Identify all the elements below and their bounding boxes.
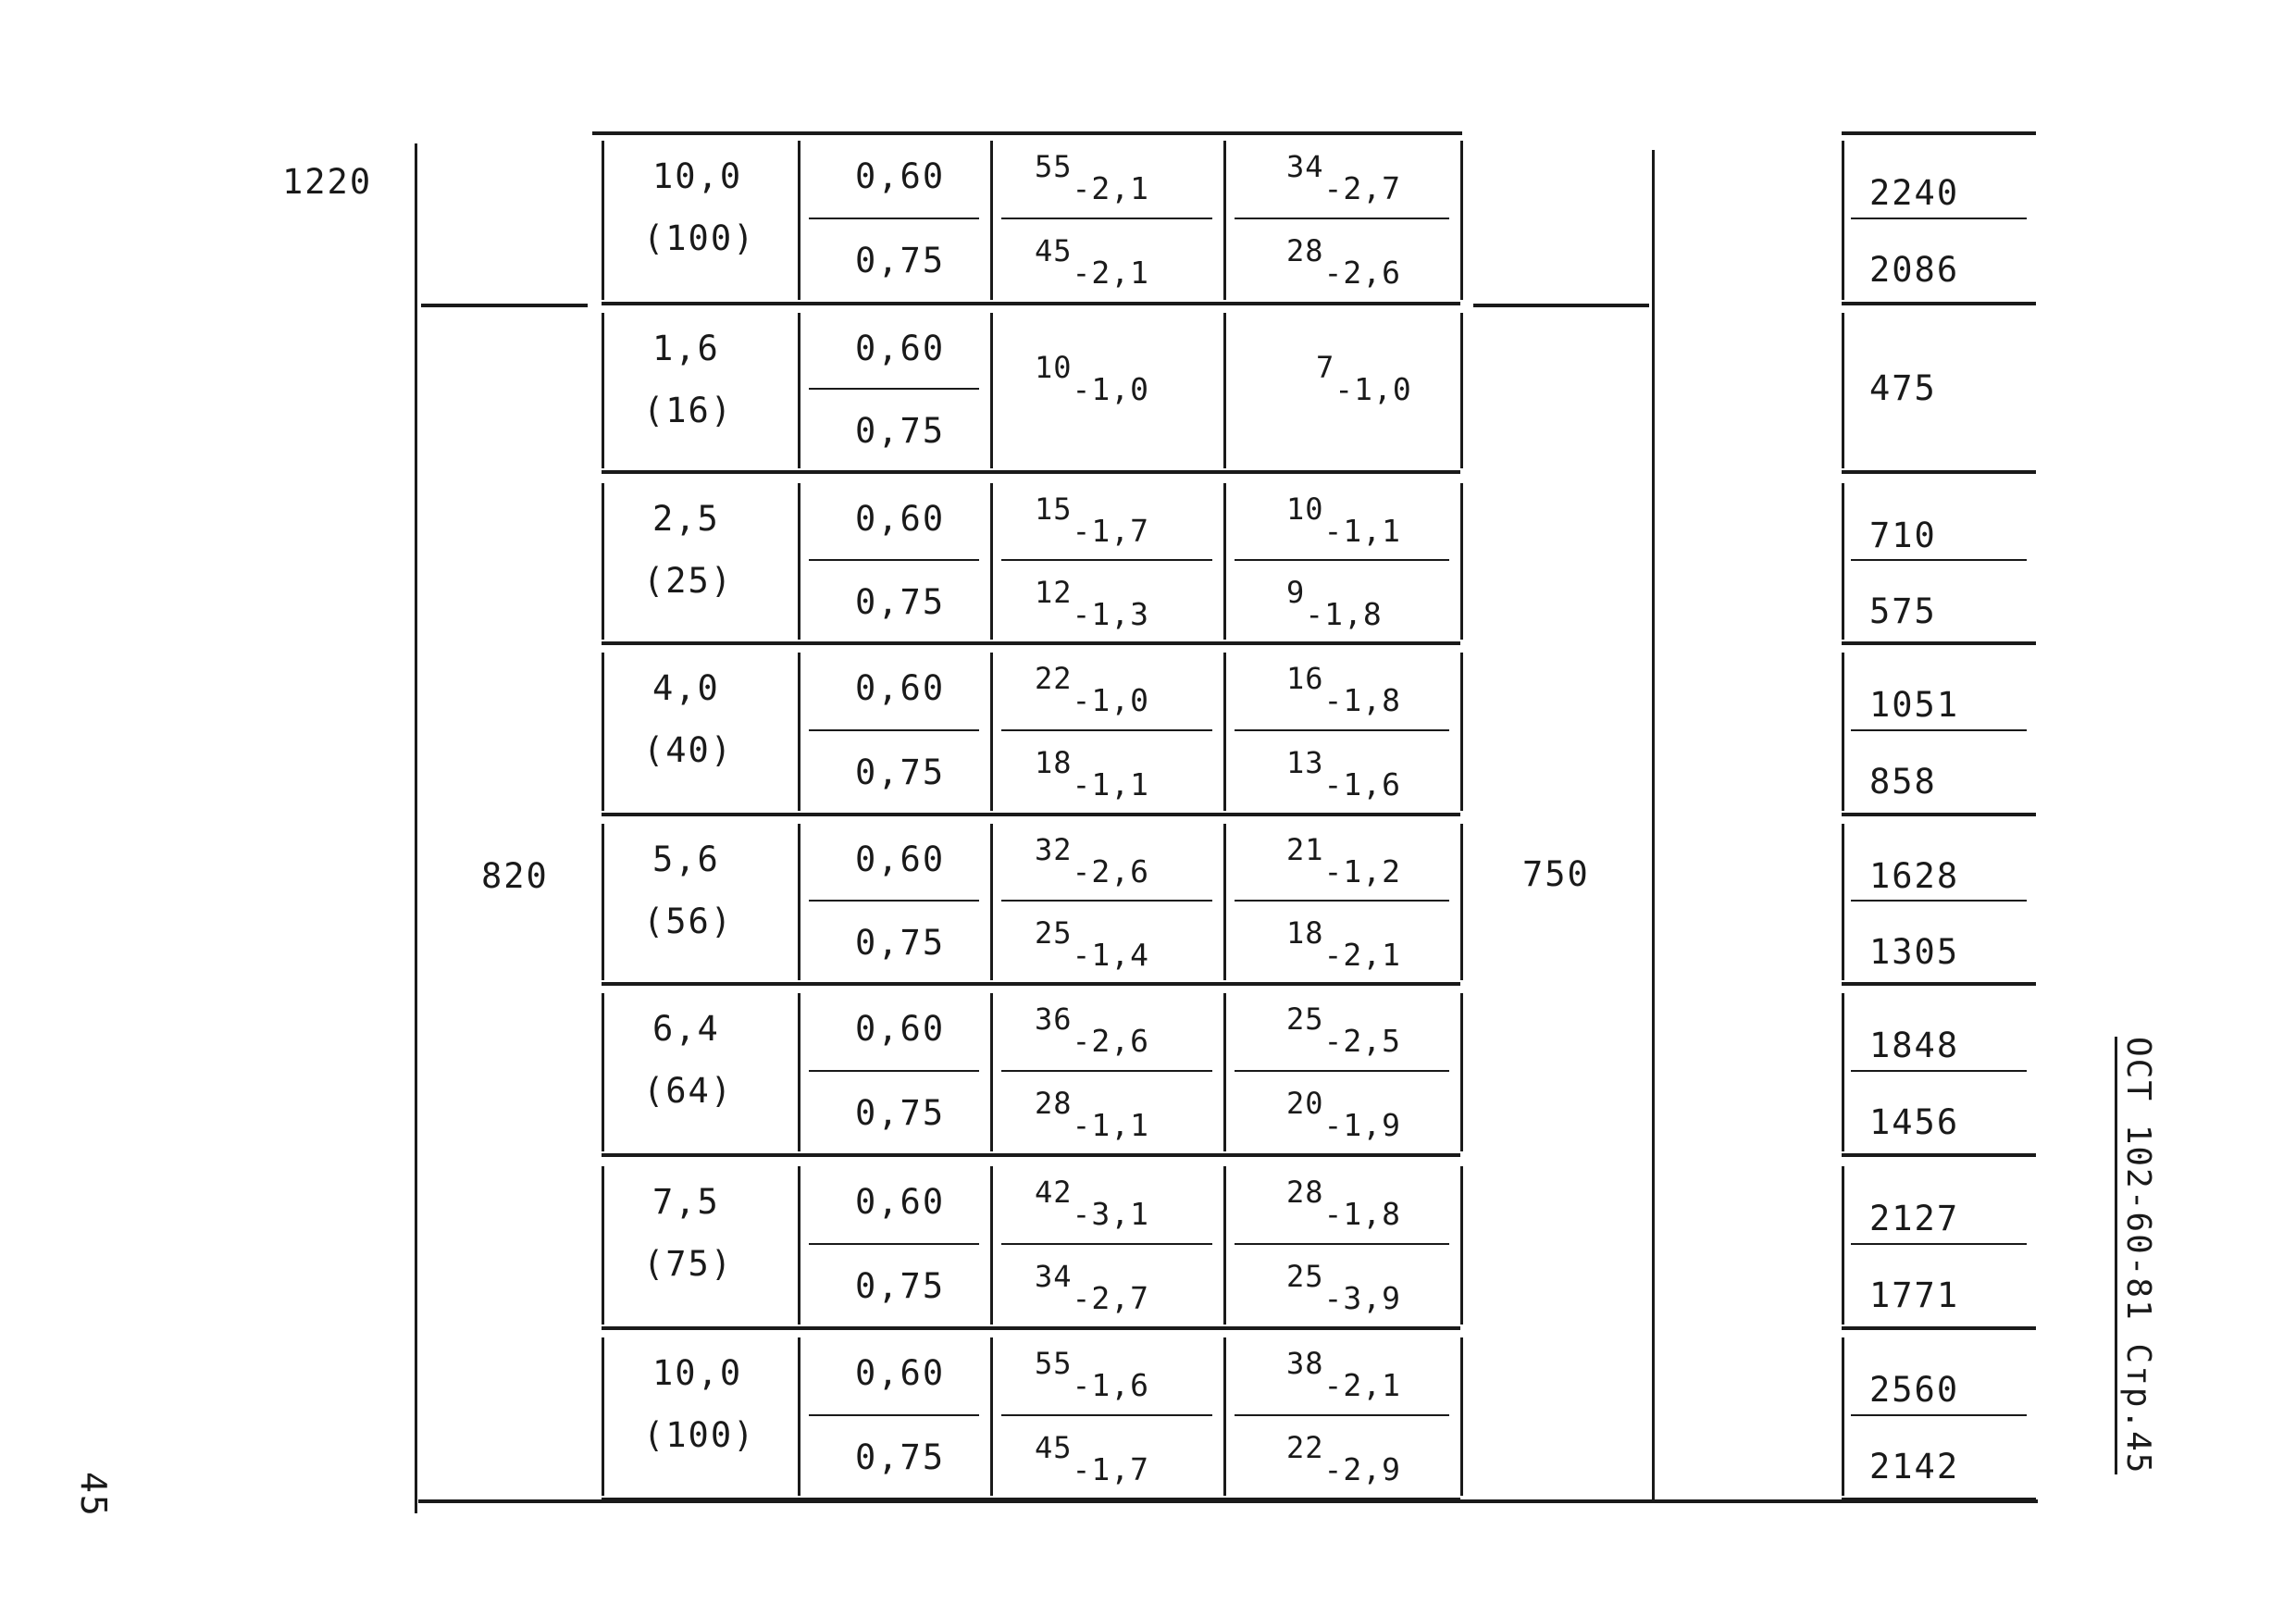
- result-split-line: [1851, 559, 2027, 561]
- result-bottom-value: 1305: [1869, 932, 1960, 972]
- unit-split-line: [809, 218, 979, 219]
- table-top-border: [592, 131, 1462, 135]
- right-column-border: [1842, 824, 1844, 980]
- unit-split-line: [809, 729, 979, 731]
- col1-bottom-value-base: 45: [1035, 233, 1073, 268]
- page-number: 45: [73, 1472, 114, 1518]
- cell-vertical-border: [1223, 1337, 1226, 1496]
- row-bottom-border: [602, 641, 1460, 645]
- col2-bottom-value-base: 20: [1286, 1086, 1324, 1121]
- cell-vertical-border: [602, 313, 604, 468]
- cell-vertical-border: [602, 141, 604, 300]
- right-row-bottom-border: [1842, 1498, 2036, 1501]
- result-bottom-value: 2142: [1869, 1447, 1960, 1486]
- group-separator-right: [1473, 304, 1649, 307]
- result-split-line: [1851, 1243, 2027, 1245]
- col2-top-value: [1286, 832, 1402, 889]
- row-bottom-border: [602, 813, 1460, 816]
- unit-bottom-value: 0,75: [855, 411, 946, 451]
- param-paren-value: (40): [643, 730, 734, 770]
- col2-top-value: [1286, 149, 1402, 206]
- cell-vertical-border: [1460, 993, 1463, 1151]
- cell-vertical-border: [1223, 141, 1226, 300]
- right-row-bottom-border: [1842, 302, 2036, 305]
- unit-bottom-value: 0,75: [855, 1437, 946, 1477]
- right-column-border: [1842, 993, 1844, 1151]
- unit-top-value: 0,60: [855, 840, 946, 879]
- col1-top-value-base: 32: [1035, 832, 1073, 867]
- cell-vertical-border: [1460, 483, 1463, 640]
- col1-top-value-base: 42: [1035, 1175, 1073, 1210]
- result-top-value: 2560: [1869, 1370, 1960, 1410]
- col2-top-value-deviation: -1,8: [1323, 682, 1402, 718]
- row-bottom-border: [602, 982, 1460, 986]
- col1-top-value-deviation: -2,6: [1072, 853, 1150, 889]
- col1-split-line: [1001, 1414, 1212, 1416]
- col1-bottom-value-deviation: -1,7: [1072, 1451, 1150, 1487]
- col1-split-line: [1001, 729, 1212, 731]
- result-split-line: [1851, 1414, 2027, 1416]
- col1-bottom-value: [1035, 575, 1150, 632]
- col2-top-value-deviation: -2,1: [1323, 1367, 1402, 1403]
- col1-top-value-base: 15: [1035, 491, 1073, 527]
- col2-bottom-value-base: 22: [1286, 1430, 1324, 1465]
- result-split-line: [1851, 729, 2027, 731]
- cell-vertical-border: [602, 1337, 604, 1496]
- result-top-value: 1848: [1869, 1026, 1960, 1065]
- param-value: 10,0: [652, 1353, 743, 1393]
- col1-bottom-value-base: 25: [1035, 915, 1073, 951]
- unit-bottom-value: 0,75: [855, 582, 946, 622]
- result-split-line: [1851, 218, 2027, 219]
- cell-vertical-border: [990, 1337, 993, 1496]
- col2-top-value-base: 28: [1286, 1175, 1324, 1210]
- param-value: 4,0: [652, 668, 720, 708]
- col1-split-line: [1001, 1070, 1212, 1072]
- mid-value: 750: [1522, 854, 1590, 894]
- col1-bottom-value: [1035, 1259, 1150, 1316]
- cell-vertical-border: [1460, 313, 1463, 468]
- col2-bottom-value-deviation: -1,6: [1323, 766, 1402, 802]
- result-bottom-value: 858: [1869, 762, 1937, 802]
- param-value: 7,5: [652, 1182, 720, 1222]
- result-value: 475: [1869, 368, 1937, 408]
- col1-bottom-value: [1035, 1086, 1150, 1143]
- param-paren-value: (75): [643, 1244, 734, 1284]
- col1-value-deviation: -1,0: [1072, 371, 1150, 407]
- cell-vertical-border: [990, 653, 993, 811]
- cell-vertical-border: [602, 993, 604, 1151]
- right-column-border: [1842, 1166, 1844, 1325]
- result-bottom-value: 1771: [1869, 1275, 1960, 1315]
- col1-top-value: [1035, 832, 1150, 889]
- col2-top-value: [1286, 1001, 1402, 1059]
- param-value: 1,6: [652, 329, 720, 368]
- col2-top-value-base: 34: [1286, 149, 1324, 184]
- cell-vertical-border: [990, 141, 993, 300]
- right-column-border: [1842, 653, 1844, 811]
- col1-top-value-deviation: -1,0: [1072, 682, 1150, 718]
- right-row-bottom-border: [1842, 813, 2036, 816]
- col1-top-value-base: 36: [1035, 1001, 1073, 1037]
- col2-bottom-value-base: 28: [1286, 233, 1324, 268]
- col2-split-line: [1235, 559, 1449, 561]
- col2-bottom-value: [1286, 575, 1383, 632]
- param-value: 10,0: [652, 156, 743, 196]
- col2-top-value-deviation: -1,2: [1323, 853, 1402, 889]
- unit-split-line: [809, 900, 979, 902]
- col2-top-value-deviation: -2,7: [1323, 170, 1402, 206]
- row-bottom-border: [602, 1498, 1460, 1501]
- col1-bottom-value: [1035, 233, 1150, 291]
- col2-top-value-base: 10: [1286, 491, 1324, 527]
- unit-split-line: [809, 1243, 979, 1245]
- col1-top-value-deviation: -1,7: [1072, 513, 1150, 549]
- col2-top-value-base: 16: [1286, 661, 1324, 696]
- col2-top-value-deviation: -1,8: [1323, 1196, 1402, 1232]
- row-bottom-border: [602, 302, 1460, 305]
- col1-top-value: [1035, 661, 1150, 718]
- unit-bottom-value: 0,75: [855, 753, 946, 792]
- col2-bottom-value-deviation: -1,8: [1305, 596, 1383, 632]
- col2-bottom-value-deviation: -3,9: [1323, 1280, 1402, 1316]
- col2-bottom-value: [1286, 915, 1402, 973]
- right-column-top-border: [1842, 131, 2036, 135]
- col2-split-line: [1235, 1243, 1449, 1245]
- unit-bottom-value: 0,75: [855, 923, 946, 963]
- col1-top-value: [1035, 1346, 1150, 1403]
- mid-right-border: [1652, 150, 1655, 1501]
- cell-vertical-border: [990, 1166, 993, 1325]
- cell-vertical-border: [798, 824, 800, 980]
- right-row-bottom-border: [1842, 470, 2036, 474]
- col2-bottom-value-base: 18: [1286, 915, 1324, 951]
- col1-bottom-value-deviation: -1,1: [1072, 766, 1150, 802]
- cell-vertical-border: [602, 1166, 604, 1325]
- unit-top-value: 0,60: [855, 668, 946, 708]
- unit-split-line: [809, 559, 979, 561]
- param-value: 6,4: [652, 1009, 720, 1049]
- cell-vertical-border: [1223, 824, 1226, 980]
- result-split-line: [1851, 900, 2027, 902]
- col2-top-value-base: 25: [1286, 1001, 1324, 1037]
- col2-bottom-value-deviation: -2,1: [1323, 937, 1402, 973]
- result-bottom-value: 1456: [1869, 1102, 1960, 1142]
- col1-top-value: [1035, 149, 1150, 206]
- col2-top-value: [1286, 661, 1402, 718]
- col2-value-deviation: -1,0: [1334, 371, 1412, 407]
- param-paren-value: (100): [643, 218, 756, 258]
- cell-vertical-border: [990, 313, 993, 468]
- cell-vertical-border: [990, 483, 993, 640]
- col1-value: [1035, 350, 1150, 407]
- row-bottom-border: [602, 1153, 1460, 1157]
- col1-bottom-value: [1035, 915, 1150, 973]
- col1-top-value-deviation: -2,1: [1072, 170, 1150, 206]
- cell-vertical-border: [602, 483, 604, 640]
- col2-top-value-deviation: -1,1: [1323, 513, 1402, 549]
- col1-top-value-deviation: -3,1: [1072, 1196, 1150, 1232]
- cell-vertical-border: [798, 141, 800, 300]
- col1-bottom-value-base: 45: [1035, 1430, 1073, 1465]
- col2-top-value-base: 38: [1286, 1346, 1324, 1381]
- col2-bottom-value-base: 9: [1286, 575, 1306, 610]
- col1-split-line: [1001, 218, 1212, 219]
- col2-value-base: 7: [1316, 350, 1335, 385]
- unit-top-value: 0,60: [855, 1353, 946, 1393]
- right-row-bottom-border: [1842, 641, 2036, 645]
- param-paren-value: (25): [643, 561, 734, 601]
- group-separator-left: [421, 304, 588, 307]
- col1-bottom-value-deviation: -1,1: [1072, 1107, 1150, 1143]
- col1-bottom-value: [1035, 1430, 1150, 1487]
- result-top-value: 2127: [1869, 1199, 1960, 1238]
- row-bottom-border: [602, 470, 1460, 474]
- col2-bottom-value: [1286, 1430, 1402, 1487]
- document-code: ОСТ 102-60-81 Стр.45: [2115, 1037, 2154, 1474]
- col2-top-value-base: 21: [1286, 832, 1324, 867]
- col2-bottom-value: [1286, 233, 1402, 291]
- cell-vertical-border: [1460, 141, 1463, 300]
- col1-top-value-deviation: -1,6: [1072, 1367, 1150, 1403]
- group-value: 820: [481, 856, 549, 896]
- cell-vertical-border: [798, 483, 800, 640]
- result-top-value: 2240: [1869, 173, 1960, 213]
- param-value: 2,5: [652, 499, 720, 539]
- col2-bottom-value-deviation: -1,9: [1323, 1107, 1402, 1143]
- cell-vertical-border: [798, 1337, 800, 1496]
- unit-bottom-value: 0,75: [855, 241, 946, 280]
- cell-vertical-border: [1460, 653, 1463, 811]
- result-top-value: 1051: [1869, 685, 1960, 725]
- right-column-border: [1842, 483, 1844, 640]
- param-value: 5,6: [652, 840, 720, 879]
- unit-top-value: 0,60: [855, 1009, 946, 1049]
- unit-bottom-value: 0,75: [855, 1266, 946, 1306]
- unit-split-line: [809, 1414, 979, 1416]
- col1-bottom-value-base: 12: [1035, 575, 1073, 610]
- col1-top-value: [1035, 1001, 1150, 1059]
- col1-top-value: [1035, 1175, 1150, 1232]
- right-column-border: [1842, 1337, 1844, 1496]
- col2-bottom-value-deviation: -2,9: [1323, 1451, 1402, 1487]
- unit-split-line: [809, 388, 979, 390]
- col1-value-base: 10: [1035, 350, 1073, 385]
- col1-bottom-value-deviation: -2,1: [1072, 255, 1150, 291]
- col1-bottom-value-deviation: -2,7: [1072, 1280, 1150, 1316]
- right-column-border: [1842, 141, 1844, 300]
- result-split-line: [1851, 1070, 2027, 1072]
- right-row-bottom-border: [1842, 982, 2036, 986]
- col2-bottom-value: [1286, 1086, 1402, 1143]
- unit-top-value: 0,60: [855, 499, 946, 539]
- param-paren-value: (64): [643, 1071, 734, 1111]
- col2-top-value: [1286, 491, 1402, 549]
- col2-value: [1316, 350, 1412, 407]
- left-value: 1220: [282, 162, 373, 202]
- col1-bottom-value-base: 18: [1035, 745, 1073, 780]
- unit-split-line: [809, 1070, 979, 1072]
- unit-top-value: 0,60: [855, 156, 946, 196]
- param-paren-value: (56): [643, 902, 734, 941]
- unit-top-value: 0,60: [855, 329, 946, 368]
- cell-vertical-border: [990, 824, 993, 980]
- col1-top-value-deviation: -2,6: [1072, 1023, 1150, 1059]
- param-paren-value: (16): [643, 391, 734, 430]
- right-row-bottom-border: [1842, 1326, 2036, 1330]
- cell-vertical-border: [1460, 1166, 1463, 1325]
- col1-split-line: [1001, 1243, 1212, 1245]
- result-top-value: 1628: [1869, 856, 1960, 896]
- col2-split-line: [1235, 218, 1449, 219]
- col2-bottom-value-base: 13: [1286, 745, 1324, 780]
- col1-split-line: [1001, 900, 1212, 902]
- result-top-value: 710: [1869, 516, 1937, 555]
- cell-vertical-border: [1223, 313, 1226, 468]
- col2-bottom-value: [1286, 745, 1402, 802]
- row-bottom-border: [602, 1326, 1460, 1330]
- cell-vertical-border: [1223, 1166, 1226, 1325]
- cell-vertical-border: [990, 993, 993, 1151]
- cell-vertical-border: [1223, 993, 1226, 1151]
- col1-bottom-value: [1035, 745, 1150, 802]
- cell-vertical-border: [1460, 1337, 1463, 1496]
- cell-vertical-border: [798, 653, 800, 811]
- cell-vertical-border: [1223, 653, 1226, 811]
- col2-split-line: [1235, 900, 1449, 902]
- col1-bottom-value-deviation: -1,3: [1072, 596, 1150, 632]
- col2-top-value-deviation: -2,5: [1323, 1023, 1402, 1059]
- unit-bottom-value: 0,75: [855, 1093, 946, 1133]
- col1-top-value-base: 55: [1035, 149, 1073, 184]
- cell-vertical-border: [602, 824, 604, 980]
- col2-top-value: [1286, 1346, 1402, 1403]
- col2-split-line: [1235, 1414, 1449, 1416]
- col1-top-value: [1035, 491, 1150, 549]
- right-column-border: [1842, 313, 1844, 468]
- cell-vertical-border: [602, 653, 604, 811]
- right-row-bottom-border: [1842, 1153, 2036, 1157]
- col2-top-value: [1286, 1175, 1402, 1232]
- col2-bottom-value-deviation: -2,6: [1323, 255, 1402, 291]
- cell-vertical-border: [798, 1166, 800, 1325]
- col2-split-line: [1235, 729, 1449, 731]
- param-paren-value: (100): [643, 1415, 756, 1455]
- col1-top-value-base: 55: [1035, 1346, 1073, 1381]
- cell-vertical-border: [1460, 824, 1463, 980]
- col2-split-line: [1235, 1070, 1449, 1072]
- col1-top-value-base: 22: [1035, 661, 1073, 696]
- col2-bottom-value: [1286, 1259, 1402, 1316]
- cell-vertical-border: [798, 993, 800, 1151]
- col1-split-line: [1001, 559, 1212, 561]
- result-bottom-value: 575: [1869, 591, 1937, 631]
- col1-bottom-value-base: 28: [1035, 1086, 1073, 1121]
- outer-left-border: [415, 143, 417, 1513]
- col2-bottom-value-base: 25: [1286, 1259, 1324, 1294]
- result-bottom-value: 2086: [1869, 250, 1960, 290]
- cell-vertical-border: [798, 313, 800, 468]
- cell-vertical-border: [1223, 483, 1226, 640]
- col1-bottom-value-deviation: -1,4: [1072, 937, 1150, 973]
- unit-top-value: 0,60: [855, 1182, 946, 1222]
- col1-bottom-value-base: 34: [1035, 1259, 1073, 1294]
